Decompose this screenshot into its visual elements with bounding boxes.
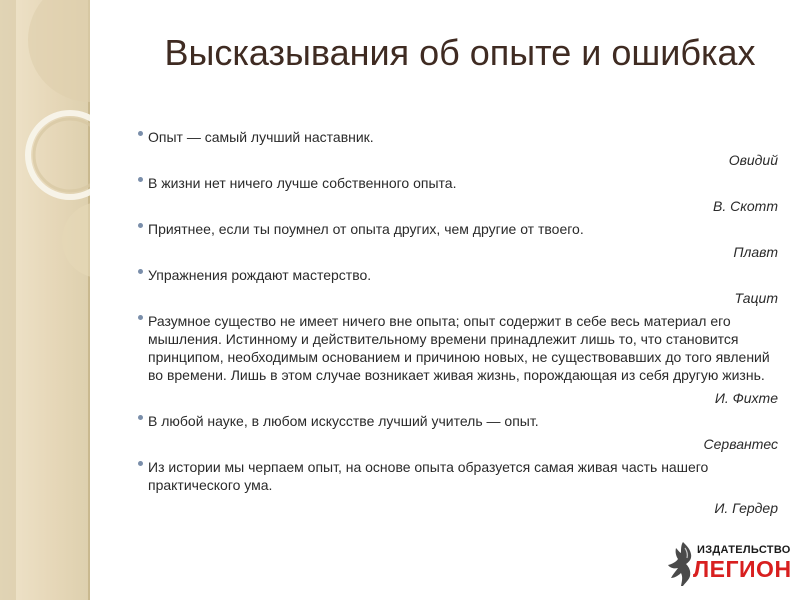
bullet-icon xyxy=(138,131,143,136)
quote-author: Тацит xyxy=(734,290,778,306)
quote-item xyxy=(138,312,778,407)
bullet-icon xyxy=(138,315,143,320)
quote-item xyxy=(138,458,778,517)
quote-text xyxy=(138,458,778,494)
quote-text-content: Приятнее, если ты поумнел от опыта других, чем другие от твоего. xyxy=(148,221,584,237)
quote-text xyxy=(138,128,778,146)
quote-item xyxy=(138,220,778,261)
decorative-circles xyxy=(0,0,90,600)
quote-text-content: В жизни нет ничего лучше собственного опыта. xyxy=(148,175,457,191)
quote-text xyxy=(138,174,778,192)
horse-icon xyxy=(663,540,697,590)
publisher-label: ИЗДАТЕЛЬСТВО xyxy=(697,544,791,556)
quote-text xyxy=(138,312,778,384)
quotes-list xyxy=(138,128,778,522)
quote-author: В. Скотт xyxy=(713,198,778,214)
bullet-icon xyxy=(138,269,143,274)
quote-item xyxy=(138,128,778,169)
quote-item xyxy=(138,174,778,215)
slide-title: Высказывания об опыте и ошибках xyxy=(164,32,756,73)
quote-author: Плавт xyxy=(733,244,778,260)
quote-author: Овидий xyxy=(728,152,778,168)
quote-author: Сервантес xyxy=(703,436,778,452)
quote-text-content: Опыт — самый лучший наставник. xyxy=(148,129,374,145)
quote-text-content: В любой науке, в любом искусстве лучший учитель — опыт. xyxy=(148,413,539,429)
quote-item xyxy=(138,412,778,453)
decorative-left-strip xyxy=(0,0,90,600)
quote-text xyxy=(138,412,778,430)
quote-text-content: Из истории мы черпаем опыт, на основе опыта образуется самая живая часть нашего практического ума. xyxy=(148,459,709,493)
quote-item xyxy=(138,266,778,307)
quote-author: И. Фихте xyxy=(714,390,778,406)
bullet-icon xyxy=(138,415,143,420)
quote-text xyxy=(138,220,778,238)
publisher-logo xyxy=(663,540,793,590)
bullet-icon xyxy=(138,223,143,228)
bullet-icon xyxy=(138,461,143,466)
quote-text xyxy=(138,266,778,284)
publisher-name: ЛЕГИОН xyxy=(693,556,792,582)
quote-text-content: Разумное существо не имеет ничего вне опыта; опыт содержит в себе весь материал его мышления. Истинному и действительному времени принадлежит лишь то, что становится принципом, необходимым основанием и причиною новых, не существовавших до того явлений во времени. Лишь в этом случае возникает живая жизнь, порождающая из себя другую жизнь. xyxy=(148,313,770,383)
quote-author: И. Гердер xyxy=(714,500,778,516)
bullet-icon xyxy=(138,177,143,182)
quote-text-content: Упражнения рождают мастерство. xyxy=(148,267,372,283)
